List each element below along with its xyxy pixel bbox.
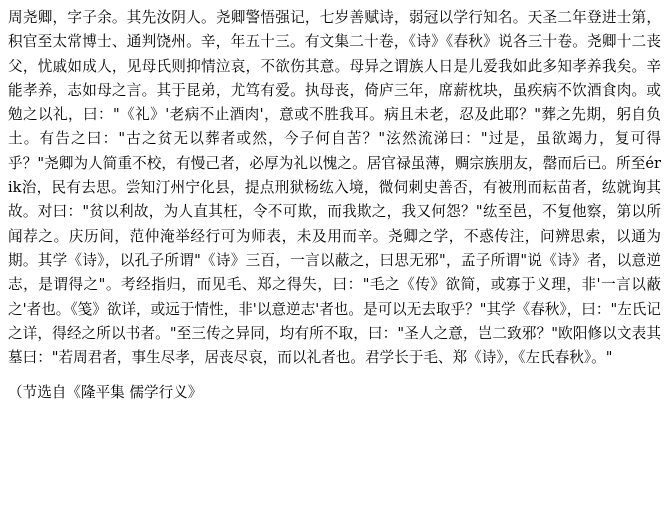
- source-note: （节选自《隆平集 儒学行义》: [8, 384, 203, 402]
- body-paragraph: 周尧卿，字子余。其先汝阴人。尧卿警悟强记，七岁善赋诗，弱冠以学行知名。天圣二年登进士第，积官至太常博士、通判饶州。辛，年五十三。有文集二十卷，《诗》《春秋》说各三十卷。尧卿十二丧父，忧戚如成人，见母氏则抑情泣哀，不欲伤其意。母异之谓族人日是儿爱我如此多知孝养我矣。辛能孝养，志如母之言。其于昆弟，尤笃有爱。执母丧，倚庐三年，席薪枕块，虽疾病不饮酒食肉。或勉之以礼，曰："《礼》'老病不止酒肉'，意或不胜我耳。病且未老，忍及此耶？"葬之先期，躬自负土。有告之曰："古之贫无以葬者或然，今子何自苦？"泫然流涕曰："过是，虽欲竭力，复可得乎？"尧卿为人简重不校，有慢己者，必厚为礼以愧之。居官禄虽薄，赒宗族朋友，罄而后已。所至érik治，民有去思。尝知汀州宁化县，提点刑狱杨纮入境，微伺刺史善否，有被刑而耘苗者，纮就询其故。对曰："贫以利故，为人直其枉，令不可欺，而我欺之，我又何怨？"纮至邑，不复他察，第以所闻荐之。庆历间，范仲淹举经行可为师表，未及用而辛。尧卿之学，不惑传注，问辨思索，以通为期。其学《诗》，以孔子所谓"《诗》三百，一言以蔽之，曰思无邪"，孟子所谓"说《诗》者，以意逆志，是谓得之"。考经指归，而见毛、郑之得失，曰："毛之《传》欲简，或寡于义理，非'一言以蔽之'者也。《笺》欲详，或远于情性，非'以意逆志'者也。是可以无去取乎？"其学《春秋》，曰："左氏记之详，得经之所以书者。"至三传之异同，均有所不取，曰："圣人之意，岂二致邪？"欧阳修以文表其墓曰："若周君者，事生尽孝，居丧尽哀，而以礼者也。君学长于毛、郑《诗》，《左氏春秋》。": [8, 9, 661, 367]
